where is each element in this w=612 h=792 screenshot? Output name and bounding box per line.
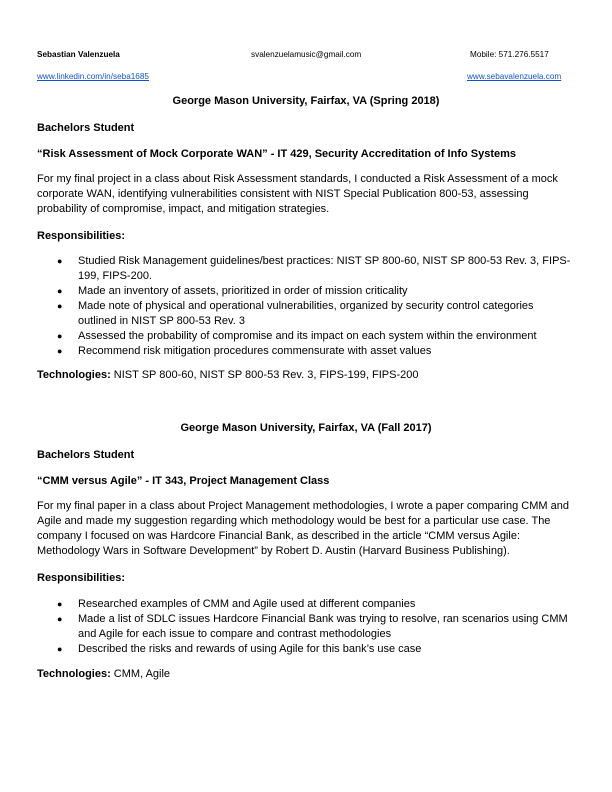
section-2-project-title: “CMM versus Agile” - IT 343, Project Management Class xyxy=(37,475,330,487)
section-1-role: Bachelors Student xyxy=(37,122,135,134)
section-2-role: Bachelors Student xyxy=(37,449,135,461)
technologies-label: Technologies: xyxy=(37,369,111,381)
bullet-icon: ● xyxy=(57,346,63,356)
section-2-technologies xyxy=(37,667,170,681)
bullet-icon: ● xyxy=(57,599,63,609)
technologies-label: Technologies: xyxy=(37,668,111,680)
bullet-icon: ● xyxy=(57,644,63,654)
section-1-institution: George Mason University, Fairfax, VA (Spring 2018) xyxy=(172,95,440,107)
section-1-technologies xyxy=(37,368,419,382)
section-1-project-title: “Risk Assessment of Mock Corporate WAN” - IT 429, Security Accreditation of Info Systems xyxy=(37,148,517,160)
section-1-description: For my final project in a class about Risk Assessment standards, I conducted a Risk Assessment of a mock corporate WAN, identifying vulnerabilities consistent with NIST Special Publication 800-53, assessing probability of compromise, impact, and mitigation strategies. xyxy=(37,173,558,215)
bullet-icon: ● xyxy=(57,614,63,624)
section-2-institution: George Mason University, Fairfax, VA (Fall 2017) xyxy=(180,422,432,434)
list-item: ● Made note of physical and operational vulnerabilities, organized by security control categories outlined in NIST SP 800-53 Rev. 3 xyxy=(57,300,534,327)
bullet-icon: ● xyxy=(57,331,63,341)
section-2-description: For my final paper in a class about Project Management methodologies, I wrote a paper comparing CMM and Agile and made my suggestion regarding which methodology would be best for a particular use case. The company I focused on was Hardcore Financial Bank, as described in the article “CMM versus Agile: Methodology Wars in Software Development” by Robert D. Austin (Harvard Business Publishing). xyxy=(37,500,569,557)
list-item: ● Researched examples of CMM and Agile used at different companies xyxy=(57,598,416,610)
section-2-responsibilities-list xyxy=(37,597,573,657)
technologies-value: NIST SP 800-60, NIST SP 800-53 Rev. 3, FIPS-199, FIPS-200 xyxy=(110,369,419,381)
section-1-responsibilities-label: Responsibilities: xyxy=(37,230,126,242)
list-item: ● Studied Risk Management guidelines/best practices: NIST SP 800-60, NIST SP 800-53 Rev. 3, FIPS-199, FIPS-200. xyxy=(57,255,571,282)
list-item: ● Recommend risk mitigation procedures commensurate with asset values xyxy=(57,345,432,357)
website-link[interactable]: www.sebavalenzuela.com xyxy=(467,72,562,81)
section-2-responsibilities-label: Responsibilities: xyxy=(37,572,126,584)
list-item: ● Assessed the probability of compromise and its impact on each system within the environment xyxy=(57,330,537,342)
list-item: ● Described the risks and rewards of using Agile for this bank’s use case xyxy=(57,643,422,655)
technologies-value: CMM, Agile xyxy=(110,668,171,680)
list-item: ● Made a list of SDLC issues Hardcore Financial Bank was trying to resolve, ran scenarios using CMM and Agile for each issue to compare and contrast methodologies xyxy=(57,613,568,640)
section-1-responsibilities-list xyxy=(37,254,573,359)
bullet-icon: ● xyxy=(57,256,63,266)
list-item: ● Made an inventory of assets, prioritized in order of mission criticality xyxy=(57,285,408,297)
linkedin-link[interactable]: www.linkedin.com/in/seba1685 xyxy=(37,72,149,81)
candidate-name: Sebastian Valenzuela xyxy=(37,50,120,59)
bullet-icon: ● xyxy=(57,301,63,311)
email-address: svalenzuelamusic@gmail.com xyxy=(251,50,362,59)
phone-number: Mobile: 571.276.5517 xyxy=(470,50,549,59)
bullet-icon: ● xyxy=(57,286,63,296)
